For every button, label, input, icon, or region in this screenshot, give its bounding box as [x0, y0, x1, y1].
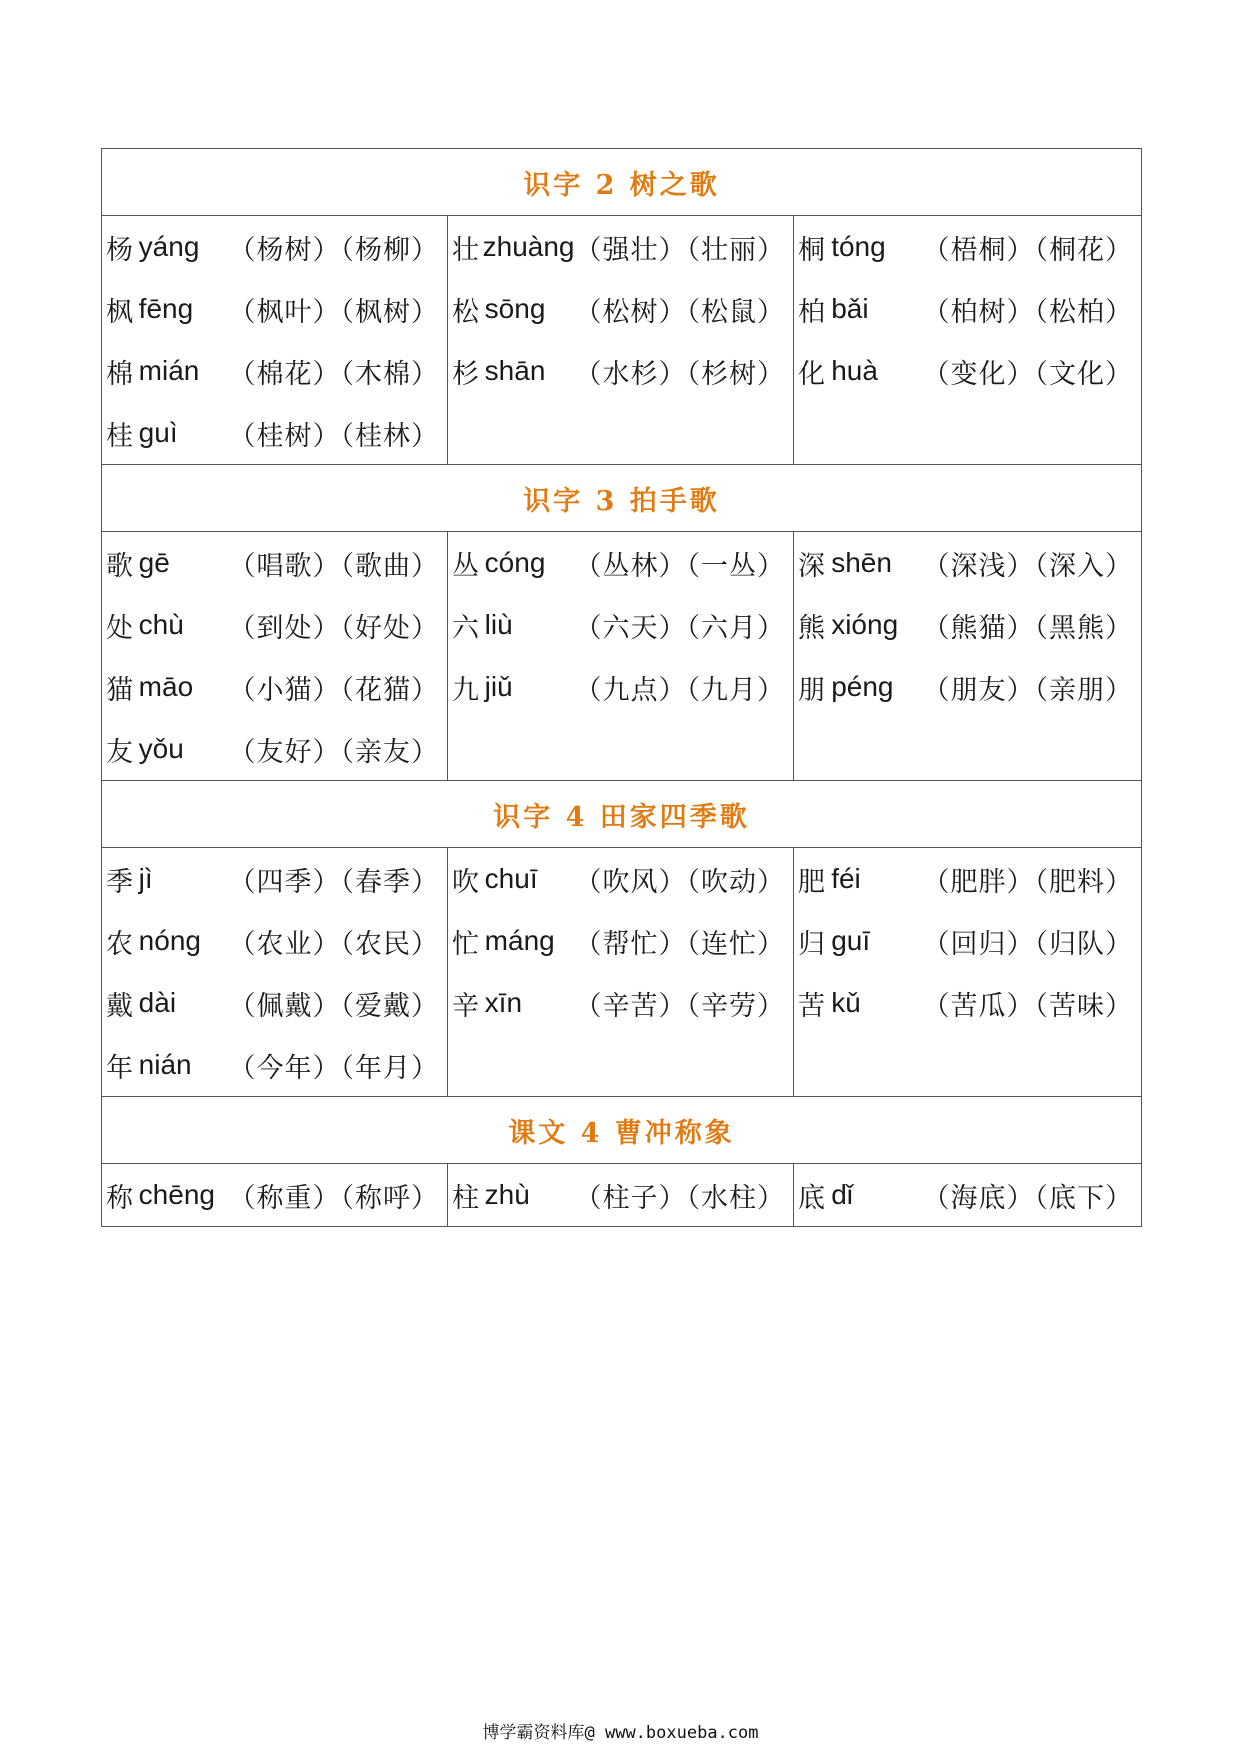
vocab-character: 丛 [452, 550, 479, 582]
vocab-pinyin: xióng [831, 609, 899, 640]
vocab-pinyin: péng [831, 671, 894, 702]
vocab-pinyin: tóng [831, 231, 886, 262]
vocab-character: 季 [106, 866, 133, 898]
vocab-words: （今年）（年月） [228, 1052, 439, 1084]
vocab-character: 年 [106, 1052, 133, 1084]
vocab-entry [794, 972, 1141, 1034]
vocab-entry [448, 340, 793, 402]
vocabulary-table-body [102, 149, 1142, 1227]
vocab-character: 九 [452, 674, 479, 706]
vocab-character: 杉 [452, 358, 479, 390]
vocab-character: 猫 [106, 674, 133, 706]
vocab-character: 松 [452, 296, 479, 328]
vocab-entry [102, 848, 447, 910]
vocab-column [102, 216, 448, 465]
vocab-character: 化 [798, 358, 825, 390]
vocab-words: （海底）（底下） [922, 1182, 1134, 1214]
vocab-entry [794, 656, 1141, 718]
vocab-pinyin: cóng [484, 547, 546, 578]
vocab-pinyin: jì [138, 863, 153, 894]
vocab-entry [102, 402, 447, 464]
vocab-entry [448, 532, 793, 594]
vocab-pinyin: nóng [138, 925, 201, 956]
vocab-words: （唱歌）（歌曲） [228, 550, 439, 582]
vocab-words: （称重）（称呼） [228, 1182, 439, 1214]
vocab-entry [102, 718, 447, 780]
vocab-words: （柱子）（水柱） [574, 1182, 785, 1214]
vocab-entry [102, 594, 447, 656]
vocab-character: 友 [106, 736, 133, 768]
section-title: 识字 3 拍手歌 [102, 465, 1142, 532]
vocab-column [448, 1164, 794, 1227]
vocab-pinyin: shān [484, 355, 546, 386]
vocab-entry [102, 532, 447, 594]
vocab-pinyin: guī [831, 925, 871, 956]
vocab-words: （梧桐）（桐花） [922, 234, 1134, 266]
vocab-words: （松树）（松鼠） [574, 296, 785, 328]
vocab-words: （农业）（农民） [228, 928, 439, 960]
vocab-character: 称 [106, 1182, 133, 1214]
vocab-character: 深 [798, 550, 825, 582]
vocab-character: 戴 [106, 990, 133, 1022]
vocab-entry [794, 1164, 1141, 1226]
vocab-pinyin: zhuàng [482, 231, 575, 262]
vocab-pinyin: dài [138, 987, 177, 1018]
section-header-row [102, 781, 1142, 848]
vocab-entry [102, 340, 447, 402]
vocab-words: （深浅）（深入） [922, 550, 1134, 582]
vocab-character: 吹 [452, 866, 479, 898]
section-title: 识字 4 田家四季歌 [102, 781, 1142, 848]
vocab-entry [102, 910, 447, 972]
vocab-pinyin: xīn [484, 987, 523, 1018]
vocab-column [794, 848, 1142, 1097]
section-content-row [102, 532, 1142, 781]
vocab-pinyin: nián [138, 1049, 192, 1080]
section-header-row [102, 465, 1142, 532]
vocab-entry [794, 278, 1141, 340]
vocab-character: 农 [106, 928, 133, 960]
vocab-words: （桂树）（桂林） [228, 420, 439, 452]
vocab-column [102, 532, 448, 781]
vocab-character: 辛 [452, 990, 479, 1022]
vocab-character: 壮 [452, 234, 479, 266]
vocab-entry [448, 656, 793, 718]
vocab-entry [794, 340, 1141, 402]
vocab-column [794, 532, 1142, 781]
vocab-column [794, 1164, 1142, 1227]
vocabulary-table [101, 148, 1142, 1227]
vocab-column [794, 216, 1142, 465]
vocab-pinyin: sōng [484, 293, 546, 324]
vocab-entry [448, 278, 793, 340]
vocab-entry [794, 532, 1141, 594]
section-content-row [102, 216, 1142, 465]
vocab-words: （佩戴）（爱戴） [228, 990, 439, 1022]
vocab-words: （苦瓜）（苦味） [922, 990, 1134, 1022]
vocab-words: （友好）（亲友） [228, 736, 439, 768]
section-title: 识字 2 树之歌 [102, 149, 1142, 216]
vocab-pinyin: chuī [484, 863, 538, 894]
vocab-pinyin: liù [484, 609, 513, 640]
vocab-entry [448, 910, 793, 972]
vocab-pinyin: kǔ [831, 987, 861, 1018]
vocab-words: （肥胖）（肥料） [922, 866, 1134, 898]
vocab-character: 歌 [106, 550, 133, 582]
vocab-pinyin: bǎi [831, 293, 869, 324]
vocab-entry [448, 1164, 793, 1226]
vocab-entry [448, 216, 793, 278]
vocab-words: （朋友）（亲朋） [922, 674, 1134, 706]
vocab-entry [102, 216, 447, 278]
vocab-pinyin: māo [138, 671, 194, 702]
vocab-words: （水杉）（杉树） [574, 358, 785, 390]
vocab-column [448, 532, 794, 781]
vocab-words: （丛林）（一丛） [574, 550, 785, 582]
vocab-character: 杨 [106, 234, 133, 266]
vocab-column [448, 848, 794, 1097]
vocab-character: 桂 [106, 420, 133, 452]
footer-watermark: 博学霸资料库@ www.boxueba.com [482, 1723, 759, 1743]
vocab-words: （枫叶）（枫树） [228, 296, 439, 328]
vocab-column [102, 1164, 448, 1227]
vocab-pinyin: féi [831, 863, 861, 894]
section-content-row [102, 848, 1142, 1097]
vocab-entry [102, 1164, 447, 1226]
vocab-pinyin: yǒu [138, 733, 184, 764]
vocab-entry [448, 848, 793, 910]
vocab-character: 归 [798, 928, 825, 960]
vocab-words: （柏树）（松柏） [922, 296, 1134, 328]
vocab-words: （变化）（文化） [922, 358, 1134, 390]
vocab-pinyin: máng [484, 925, 555, 956]
vocab-character: 苦 [798, 990, 825, 1022]
vocab-entry [448, 594, 793, 656]
vocab-words: （熊猫）（黑熊） [922, 612, 1134, 644]
vocab-character: 朋 [798, 674, 825, 706]
vocab-pinyin: jiǔ [484, 671, 513, 702]
vocab-pinyin: yáng [138, 231, 200, 262]
vocab-words: （回归）（归队） [922, 928, 1134, 960]
vocab-character: 忙 [452, 928, 479, 960]
vocab-pinyin: guì [138, 417, 178, 448]
vocab-words: （小猫）（花猫） [228, 674, 439, 706]
vocab-character: 桐 [798, 234, 825, 266]
vocab-words: （四季）（春季） [228, 866, 439, 898]
vocab-words: （到处）（好处） [228, 612, 439, 644]
vocab-character: 棉 [106, 358, 133, 390]
vocab-pinyin: chù [138, 609, 184, 640]
vocab-character: 枫 [106, 296, 133, 328]
vocab-pinyin: zhù [484, 1179, 530, 1210]
section-title: 课文 4 曹冲称象 [102, 1097, 1142, 1164]
vocab-pinyin: mián [138, 355, 200, 386]
vocab-pinyin: gē [138, 547, 170, 578]
section-header-row [102, 1097, 1142, 1164]
vocab-words: （强壮）（壮丽） [574, 234, 785, 266]
vocab-entry [794, 848, 1141, 910]
vocab-entry [102, 278, 447, 340]
vocab-pinyin: dǐ [831, 1179, 853, 1210]
section-content-row [102, 1164, 1142, 1227]
vocab-entry [794, 594, 1141, 656]
vocab-pinyin: fēng [138, 293, 194, 324]
vocab-words: （吹风）（吹动） [574, 866, 785, 898]
vocab-entry [102, 656, 447, 718]
vocab-words: （九点）（九月） [574, 674, 785, 706]
vocab-words: （杨树）（杨柳） [228, 234, 439, 266]
section-header-row [102, 149, 1142, 216]
vocab-words: （辛苦）（辛劳） [574, 990, 785, 1022]
vocab-entry [448, 972, 793, 1034]
vocab-entry [794, 910, 1141, 972]
vocab-character: 柱 [452, 1182, 479, 1214]
vocab-character: 肥 [798, 866, 825, 898]
vocab-words: （六天）（六月） [574, 612, 785, 644]
vocab-pinyin: huà [831, 355, 878, 386]
vocab-entry [102, 972, 447, 1034]
vocab-words: （棉花）（木棉） [228, 358, 439, 390]
vocab-entry [794, 216, 1141, 278]
vocab-character: 柏 [798, 296, 825, 328]
vocab-character: 底 [798, 1182, 825, 1214]
vocab-character: 处 [106, 612, 133, 644]
vocab-entry [102, 1034, 447, 1096]
vocab-column [448, 216, 794, 465]
vocab-pinyin: shēn [831, 547, 892, 578]
vocab-character: 熊 [798, 612, 825, 644]
vocab-character: 六 [452, 612, 479, 644]
vocab-words: （帮忙）（连忙） [574, 928, 785, 960]
vocab-pinyin: chēng [138, 1179, 215, 1210]
vocab-column [102, 848, 448, 1097]
